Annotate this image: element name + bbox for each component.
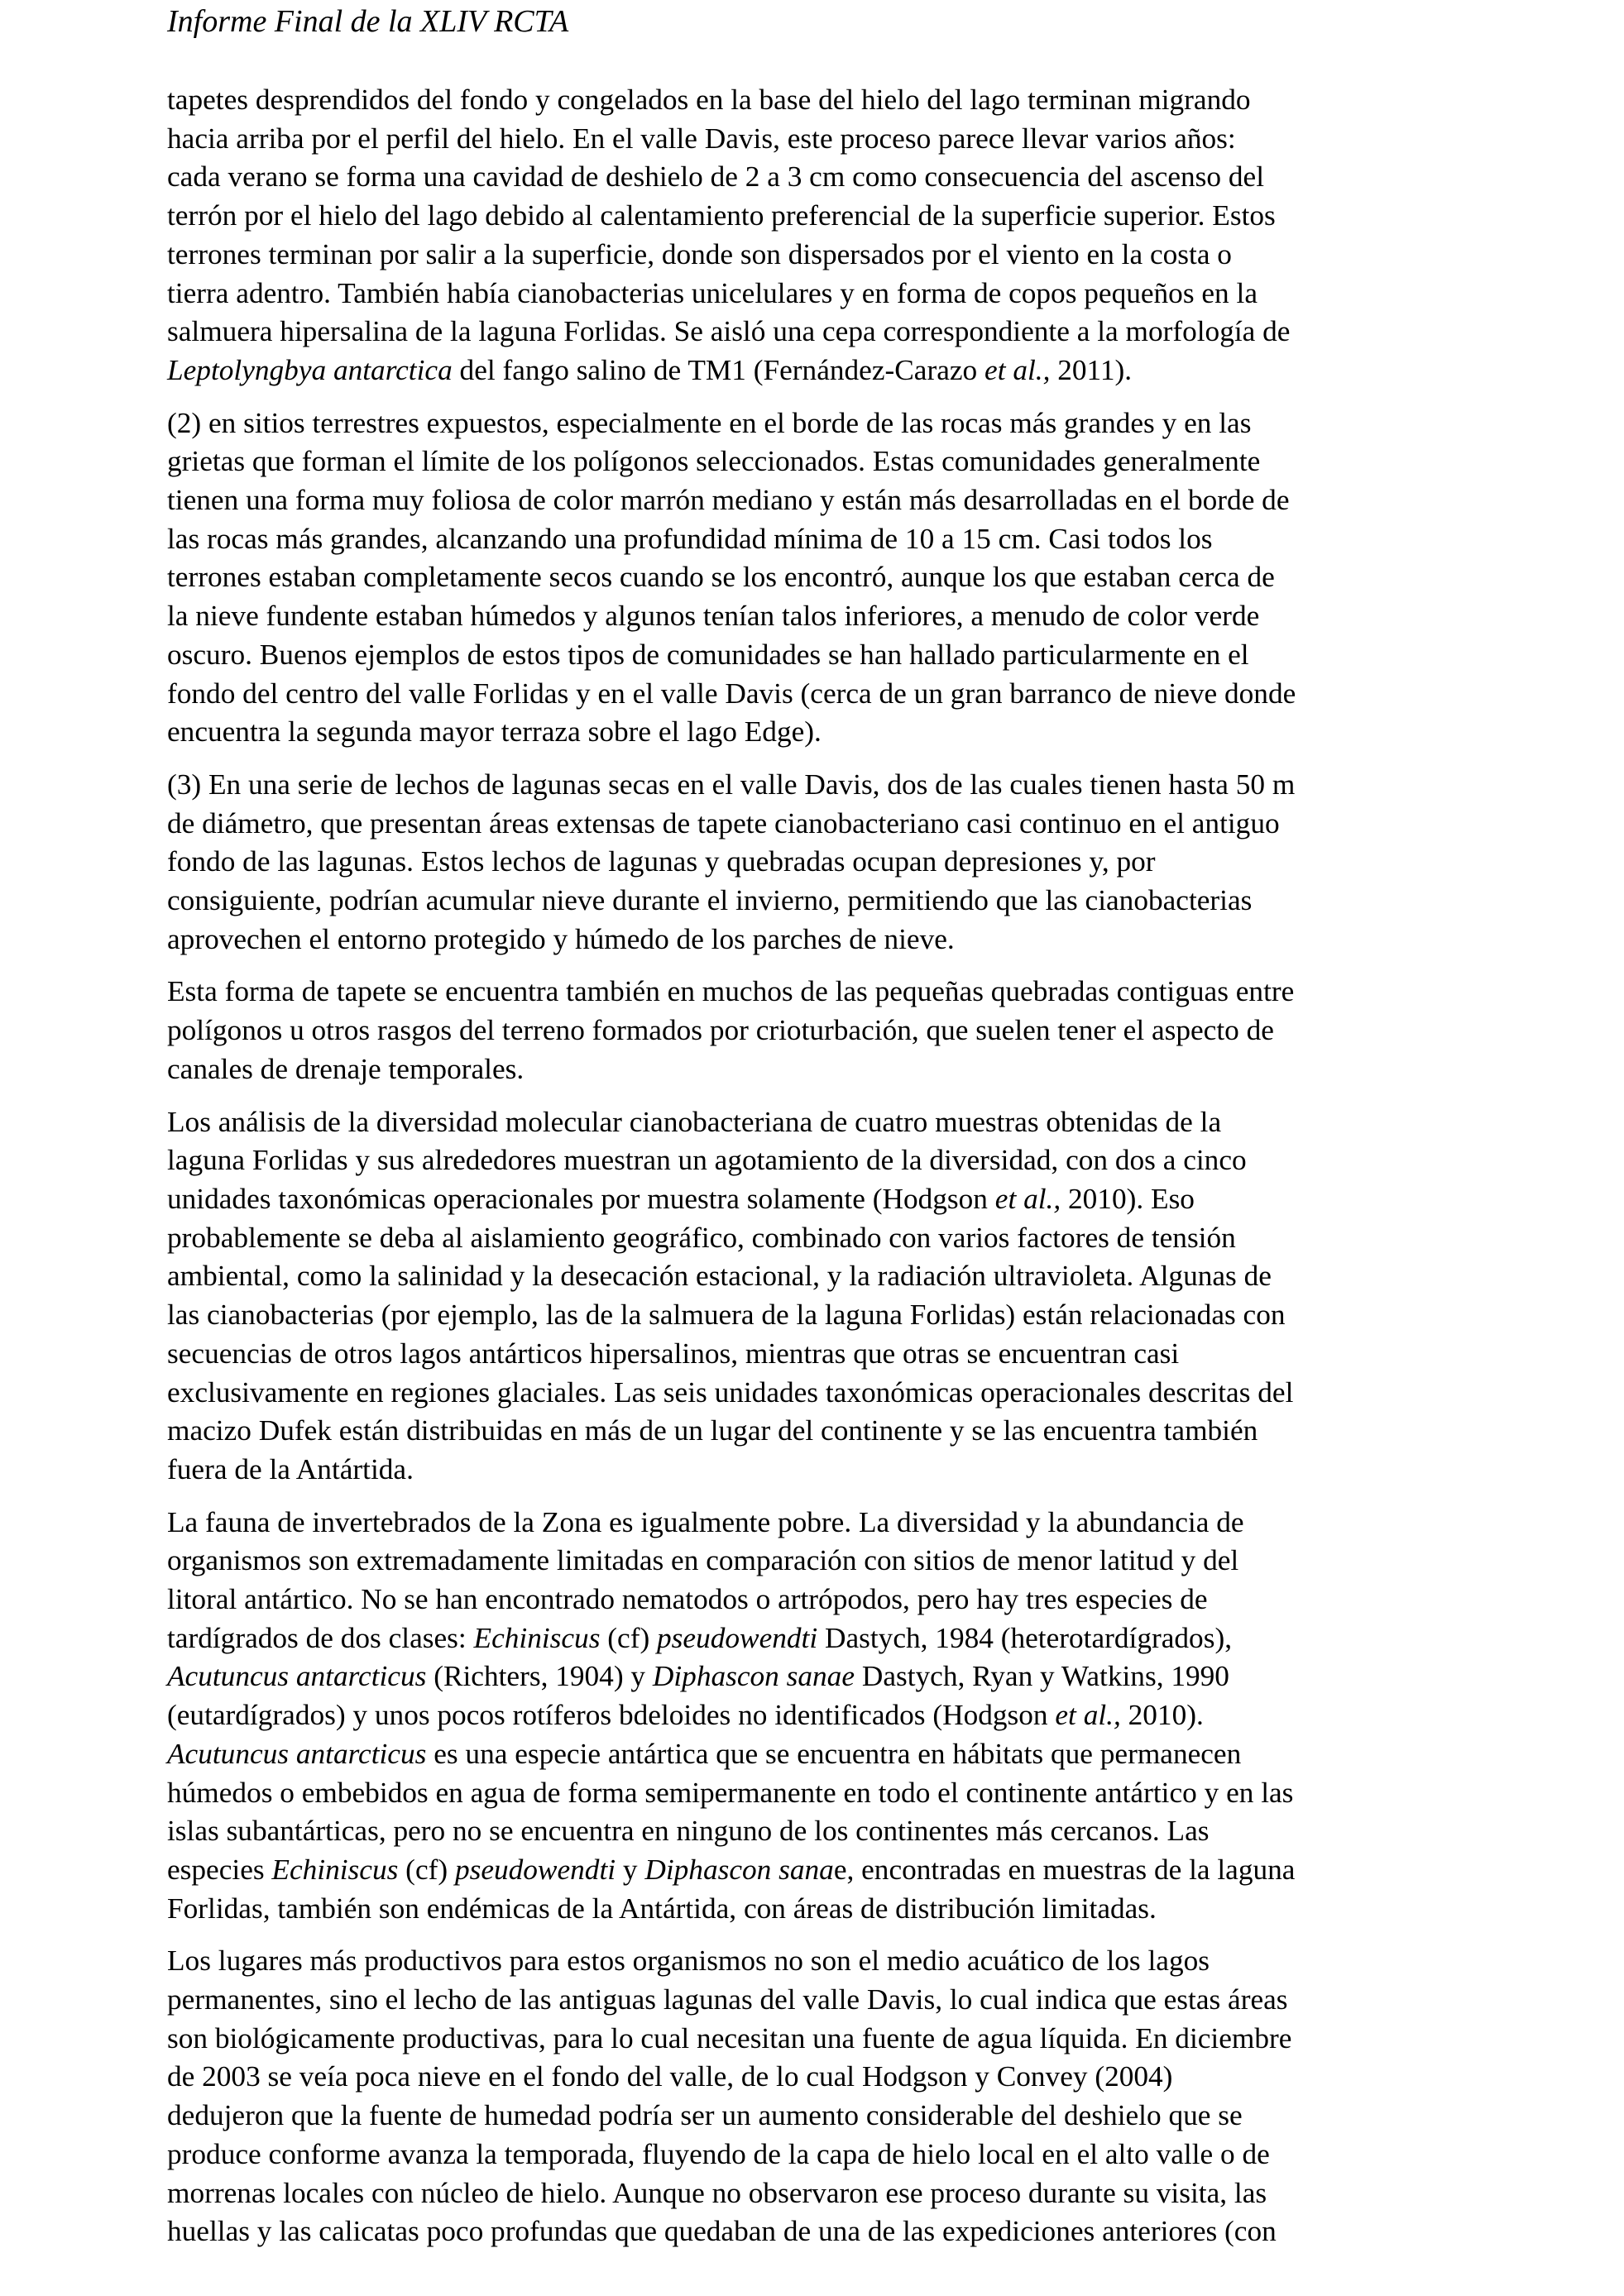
text-run: secuencias de otros lagos antárticos hipersalinos, mientras que otras se encuentran casi <box>167 1337 1180 1370</box>
text-run: fuera de la Antártida. <box>167 1452 414 1485</box>
italic-text-run: Echiniscus <box>271 1853 399 1886</box>
text-run: oscuro. Buenos ejemplos de estos tipos de comunidades se han hallado particularmente en el <box>167 638 1249 671</box>
text-line <box>167 1103 1464 1142</box>
text-line <box>167 1141 1464 1180</box>
text-run: Forlidas, también son endémicas de la Antártida, con áreas de distribución limitadas. <box>167 1892 1157 1925</box>
text-line <box>167 1180 1464 1219</box>
text-line <box>167 882 1464 921</box>
text-run: polígonos u otros rasgos del terreno formados por crioturbación, que suelen tener el aspecto de <box>167 1014 1274 1047</box>
text-line <box>167 1812 1464 1851</box>
text-run: Esta forma de tapete se encuentra también en muchos de las pequeñas quebradas contiguas entre <box>167 975 1295 1008</box>
text-line <box>167 352 1464 390</box>
body-paragraph <box>167 973 1464 1088</box>
text-run: litoral antártico. No se han encontrado nematodos o artrópodos, pero hay tres especies de <box>167 1583 1208 1616</box>
text-run: tierra adentro. También había cianobacterias unicelulares y en forma de copos pequeños en la <box>167 276 1258 309</box>
text-run: encuentra la segunda mayor terraza sobre el lago Edge). <box>167 715 822 749</box>
text-run: permanentes, sino el lecho de las antiguas lagunas del valle Davis, lo cual indica que estas áreas <box>167 1983 1288 2016</box>
text-run: la nieve fundente estaban húmedos y algunos tenían talos inferiores, a menudo de color verde <box>167 600 1260 633</box>
text-run: fondo del centro del valle Forlidas y en el valle Davis (cerca de un gran barranco de nieve donde <box>167 677 1296 710</box>
italic-text-run: Echiniscus <box>473 1621 601 1654</box>
text-line <box>167 1619 1464 1658</box>
text-line <box>167 197 1464 236</box>
text-run: salmuera hipersalina de la laguna Forlidas. Se aisló una cepa correspondiente a la morfología de <box>167 315 1291 348</box>
text-line <box>167 2136 1464 2174</box>
text-run: 2011). <box>1050 353 1133 386</box>
text-line <box>167 404 1464 443</box>
text-line <box>167 1542 1464 1581</box>
text-run: fondo de las lagunas. Estos lechos de lagunas y quebradas ocupan depresiones y, por <box>167 845 1156 878</box>
document-body <box>167 81 1464 2251</box>
text-run: aprovechen el entorno protegido y húmedo de los parches de nieve. <box>167 922 955 955</box>
text-line <box>167 1374 1464 1413</box>
text-run: organismos son extremadamente limitadas en comparación con sitios de menor latitud y del <box>167 1544 1239 1577</box>
text-line <box>167 1335 1464 1374</box>
text-run: Dastych, Ryan y Watkins, 1990 <box>855 1660 1229 1693</box>
text-run: las cianobacterias (por ejemplo, las de la salmuera de la laguna Forlidas) están relacionadas con <box>167 1299 1286 1332</box>
text-line <box>167 236 1464 275</box>
text-line <box>167 1412 1464 1451</box>
text-run: Dastych, 1984 (heterotardígrados), <box>817 1621 1233 1654</box>
italic-text-run: pseudowendti <box>657 1621 818 1654</box>
text-line <box>167 843 1464 882</box>
text-run: islas subantárticas, pero no se encuentra en ninguno de los continentes más cercanos. Las <box>167 1815 1210 1848</box>
text-line <box>167 2174 1464 2213</box>
text-line <box>167 81 1464 120</box>
text-run: morrenas locales con núcleo de hielo. Aunque no observaron ese proceso durante su visita, las <box>167 2176 1267 2209</box>
text-line <box>167 1890 1464 1929</box>
text-run: y <box>616 1853 645 1886</box>
text-line <box>167 1012 1464 1050</box>
text-run: e, encontradas en muestras de la laguna <box>833 1853 1296 1886</box>
text-run: laguna Forlidas y sus alrededores muestran un agotamiento de la diversidad, con dos a cinco <box>167 1144 1247 1177</box>
text-run: tienen una forma muy foliosa de color marrón mediano y están más desarrolladas en el borde de <box>167 484 1290 517</box>
body-paragraph <box>167 81 1464 390</box>
text-line <box>167 1942 1464 1981</box>
body-paragraph <box>167 1504 1464 1929</box>
text-run: del fango salino de TM1 (Fernández-Carazo <box>452 353 985 386</box>
text-run: cada verano se forma una cavidad de deshielo de 2 a 3 cm como consecuencia del ascenso del <box>167 160 1264 194</box>
text-line <box>167 1504 1464 1543</box>
text-run: 2010). <box>1120 1699 1204 1732</box>
text-line <box>167 158 1464 197</box>
italic-text-run: pseudowendti <box>454 1853 616 1886</box>
text-run: grietas que forman el límite de los polígonos seleccionados. Estas comunidades generalmente <box>167 445 1261 478</box>
text-run: húmedos o embebidos en agua de forma semipermanente en todo el continente antártico y en las <box>167 1776 1294 1809</box>
body-paragraph <box>167 404 1464 752</box>
text-run: terrones estaban completamente secos cuando se los encontró, aunque los que estaban cerca de <box>167 561 1275 594</box>
text-run: canales de drenaje temporales. <box>167 1052 525 1085</box>
text-line <box>167 120 1464 159</box>
text-line <box>167 921 1464 959</box>
text-line <box>167 1296 1464 1335</box>
text-line <box>167 1257 1464 1296</box>
text-line <box>167 973 1464 1012</box>
text-line <box>167 275 1464 313</box>
body-paragraph <box>167 766 1464 959</box>
text-run: probablemente se deba al aislamiento geográfico, combinado con varios factores de tensión <box>167 1221 1236 1254</box>
text-run: La fauna de invertebrados de la Zona es igualmente pobre. La diversidad y la abundancia de <box>167 1505 1244 1538</box>
text-run: ambiental, como la salinidad y la desecación estacional, y la radiación ultravioleta. Algunas de <box>167 1260 1272 1293</box>
text-line <box>167 766 1464 805</box>
text-run: produce conforme avanza la temporada, fluyendo de la capa de hielo local en el alto valle o de <box>167 2137 1270 2170</box>
text-run: de 2003 se veía poca nieve en el fondo del valle, de lo cual Hodgson y Convey (2004) <box>167 2060 1173 2093</box>
text-run: terrón por el hielo del lago debido al calentamiento preferencial de la superficie superior. Estos <box>167 199 1276 232</box>
text-run: exclusivamente en regiones glaciales. Las seis unidades taxonómicas operacionales descritas del <box>167 1375 1294 1409</box>
running-header: Informe Final de la XLIV RCTA <box>167 4 569 39</box>
text-line <box>167 2097 1464 2136</box>
italic-text-run: Acutuncus antarcticus <box>167 1737 427 1770</box>
text-run: huellas y las calicatas poco profundas que quedaban de una de las expediciones anteriores (con <box>167 2215 1277 2248</box>
text-run: consiguiente, podrían acumular nieve durante el invierno, permitiendo que las cianobacterias <box>167 884 1253 917</box>
text-line <box>167 520 1464 559</box>
text-line <box>167 1696 1464 1735</box>
text-line <box>167 1774 1464 1813</box>
text-run: (3) En una serie de lechos de lagunas secas en el valle Davis, dos de las cuales tienen hasta 50 m <box>167 768 1296 801</box>
text-line <box>167 2020 1464 2059</box>
text-line <box>167 1581 1464 1619</box>
text-line <box>167 1851 1464 1890</box>
italic-text-run: et al., <box>1055 1699 1121 1732</box>
italic-text-run: Diphascon sana <box>644 1853 834 1886</box>
text-line <box>167 1735 1464 1774</box>
text-run: terrones terminan por salir a la superficie, donde son dispersados por el viento en la costa o <box>167 237 1232 270</box>
text-run: (eutardígrados) y unos pocos rotíferos bdeloides no identificados (Hodgson <box>167 1699 1056 1732</box>
text-line <box>167 558 1464 597</box>
italic-text-run: Diphascon sanae <box>652 1660 855 1693</box>
text-line <box>167 636 1464 675</box>
text-run: (2) en sitios terrestres expuestos, especialmente en el borde de las rocas más grandes y en las <box>167 406 1252 439</box>
text-run: (cf) <box>600 1621 658 1654</box>
text-run: macizo Dufek están distribuidas en más de un lugar del continente y se las encuentra también <box>167 1414 1258 1447</box>
text-run: las rocas más grandes, alcanzando una profundidad mínima de 10 a 15 cm. Casi todos los <box>167 522 1213 555</box>
text-line <box>167 1657 1464 1696</box>
text-line <box>167 481 1464 520</box>
text-run: hacia arriba por el perfil del hielo. En el valle Davis, este proceso parece llevar varios años: <box>167 122 1236 155</box>
text-run: unidades taxonómicas operacionales por muestra solamente (Hodgson <box>167 1182 995 1215</box>
italic-text-run: Leptolyngbya antarctica <box>167 353 453 386</box>
text-line <box>167 1050 1464 1089</box>
text-line <box>167 442 1464 481</box>
text-run: tapetes desprendidos del fondo y congelados en la base del hielo del lago terminan migrando <box>167 84 1251 116</box>
text-line <box>167 675 1464 714</box>
text-run: de diámetro, que presentan áreas extensas de tapete cianobacteriano casi continuo en el antiguo <box>167 806 1280 839</box>
text-run: es una especie antártica que se encuentra en hábitats que permanecen <box>426 1737 1242 1770</box>
body-paragraph <box>167 1942 1464 2251</box>
text-run: especies <box>167 1853 272 1886</box>
text-line <box>167 2212 1464 2251</box>
text-run: Los análisis de la diversidad molecular cianobacteriana de cuatro muestras obtenidas de la <box>167 1105 1222 1138</box>
text-run: (cf) <box>398 1853 455 1886</box>
italic-text-run: et al., <box>984 353 1051 386</box>
text-run: 2010). Eso <box>1061 1182 1195 1215</box>
italic-text-run: Acutuncus antarcticus <box>167 1660 427 1693</box>
text-line <box>167 2058 1464 2097</box>
text-line <box>167 1451 1464 1490</box>
text-line <box>167 1981 1464 2020</box>
text-line <box>167 805 1464 844</box>
italic-text-run: et al., <box>994 1182 1061 1215</box>
text-run: dedujeron que la fuente de humedad podría ser un aumento considerable del deshielo que se <box>167 2099 1243 2132</box>
text-line <box>167 1219 1464 1258</box>
text-line <box>167 313 1464 352</box>
text-run: son biológicamente productivas, para lo cual necesitan una fuente de agua líquida. En diciembre <box>167 2021 1292 2054</box>
text-run: (Richters, 1904) y <box>426 1660 653 1693</box>
text-line <box>167 597 1464 636</box>
text-line <box>167 713 1464 752</box>
text-run: Los lugares más productivos para estos organismos no son el medio acuático de los lagos <box>167 1944 1210 1978</box>
text-run: tardígrados de dos clases: <box>167 1621 474 1654</box>
body-paragraph <box>167 1103 1464 1490</box>
